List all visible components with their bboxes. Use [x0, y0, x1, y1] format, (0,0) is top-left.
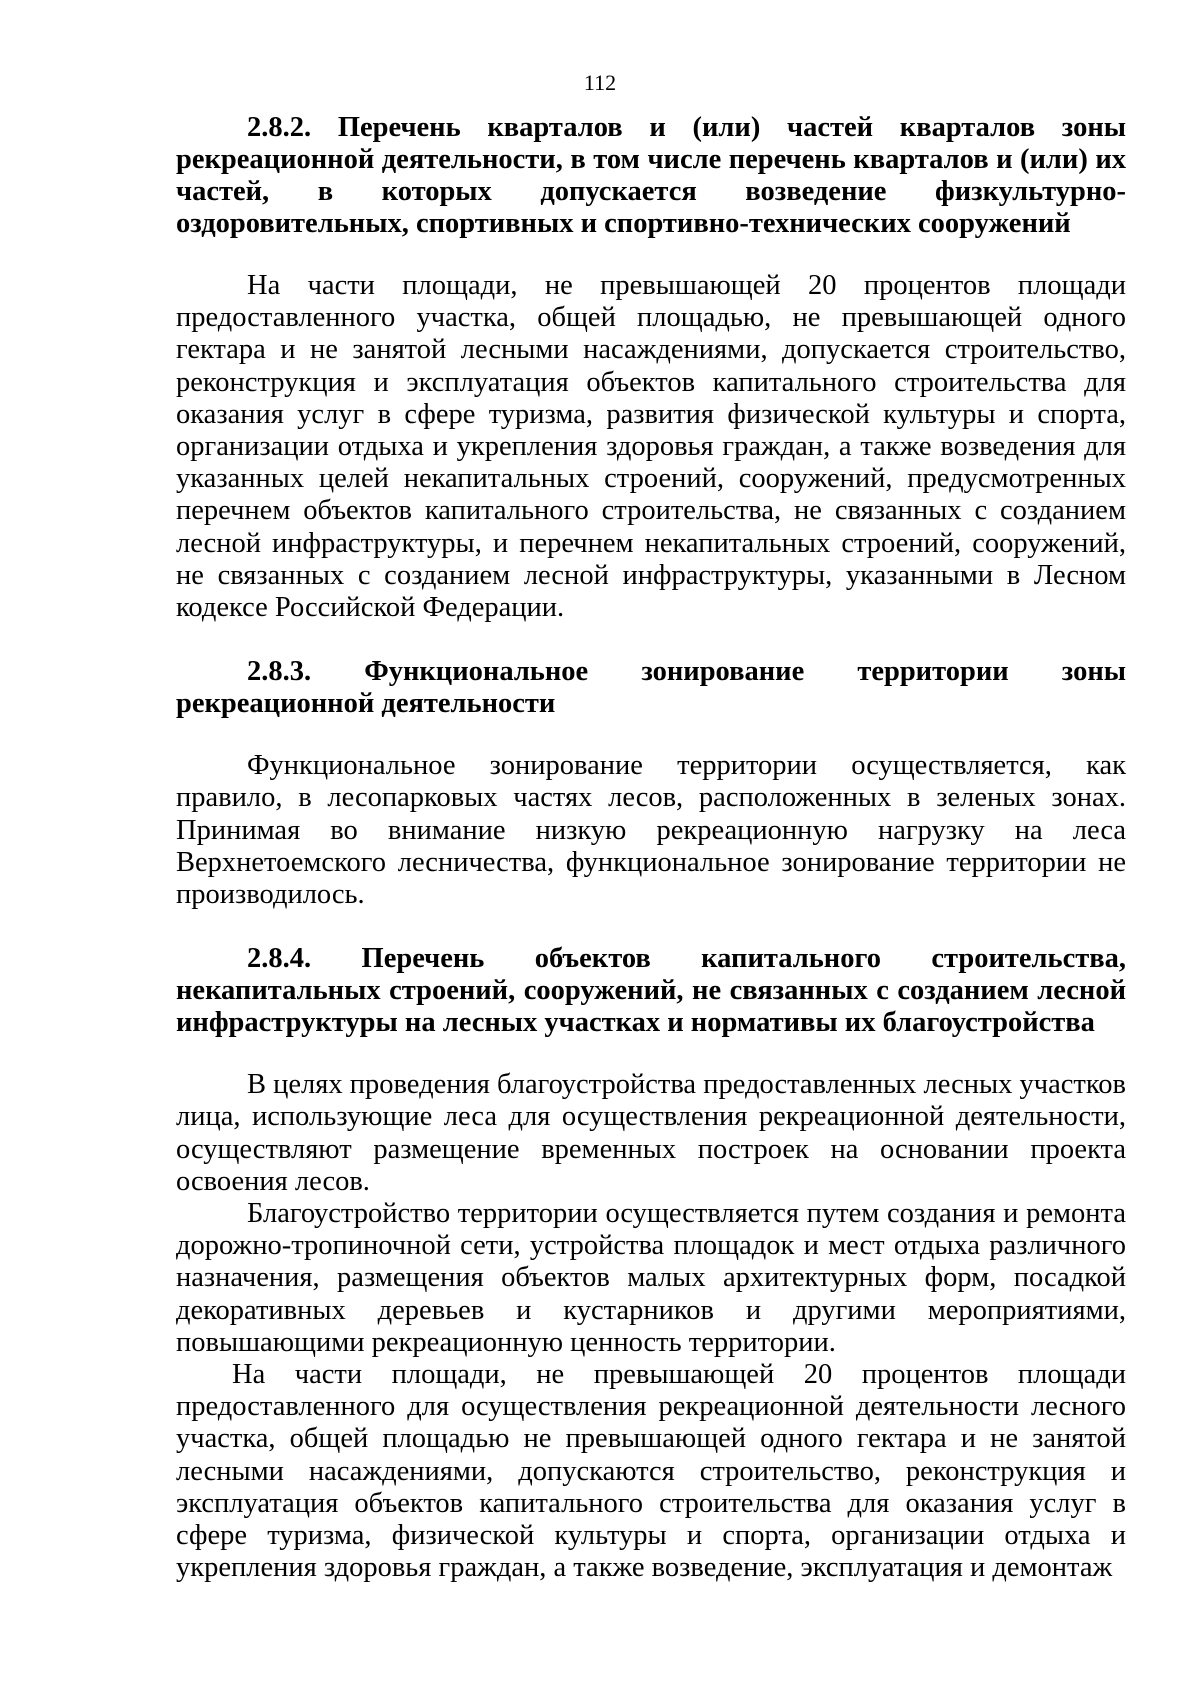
section-2-8-4-paragraph-3: На части площади, не превышающей 20 процентов площади предоставленного для осуществления рекреационной деятельности лесного участка, общей площадью не превышающей одного гектара и не занятой лесными насаждениями, допускаются строительство, реконструкция и эксплуатация объектов капитального строительства для оказания услуг в сфере туризма, физической культуры и спорта, организации отдыха и укрепления здоровья граждан, а также возведение, эксплуатация и демонтаж [176, 1359, 1126, 1584]
section-heading-2-8-3: 2.8.3. Функциональное зонирование территории зоны рекреационной деятельности [176, 656, 1126, 720]
section-2-8-3-paragraph: Функциональное зонирование территории осуществляется, как правило, в лесопарковых частях лесов, расположенных в зеленых зонах. Принимая во внимание низкую рекреационную нагрузку на леса Верхнетоемского лесничества, функциональное зонирование территории не производилось. [176, 750, 1126, 911]
page-number: 112 [583, 70, 617, 95]
section-2-8-2-paragraph: На части площади, не превышающей 20 процентов площади предоставленного участка, общей площадью, не превышающей одного гектара и не занятой лесными насаждениями, допускается строительство, реконструкция и эксплуатация объектов капитального строительства для оказания услуг в сфере туризма, развития физической культуры и спорта, организации отдыха и укрепления здоровья граждан, а также возведения для указанных целей некапитальных строений, сооружений, предусмотренных перечнем объектов капитального строительства, не связанных с созданием лесной инфраструктуры, и перечнем некапитальных строений, сооружений, не связанных с созданием лесной инфраструктуры, указанными в Лесном кодексе Российской Федерации. [176, 270, 1126, 624]
section-heading-2-8-2: 2.8.2. Перечень кварталов и (или) частей кварталов зоны рекреационной деятельности, в том числе перечень кварталов и (или) их частей, в которых допускается возведение физкультурно-оздоровительных, спортивных и спортивно-технических сооружений [176, 112, 1126, 239]
page-content [176, 112, 1126, 1585]
section-2-8-4-paragraph-2: Благоустройство территории осуществляется путем создания и ремонта дорожно-тропиночной сети, устройства площадок и мест отдыха различного назначения, размещения объектов малых архитектурных форм, посадкой декоративных деревьев и кустарников и другими мероприятиями, повышающими рекреационную ценность территории. [176, 1198, 1126, 1358]
section-2-8-4-paragraph-1: В целях проведения благоустройства предоставленных лесных участков лица, использующие леса для осуществления рекреационной деятельности, осуществляют размещение временных построек на основании проекта освоения лесов. [176, 1069, 1126, 1197]
section-heading-2-8-4: 2.8.4. Перечень объектов капитального строительства, некапитальных строений, сооружений, не связанных с созданием лесной инфраструктуры на лесных участках и нормативы их благоустройства [176, 943, 1126, 1039]
